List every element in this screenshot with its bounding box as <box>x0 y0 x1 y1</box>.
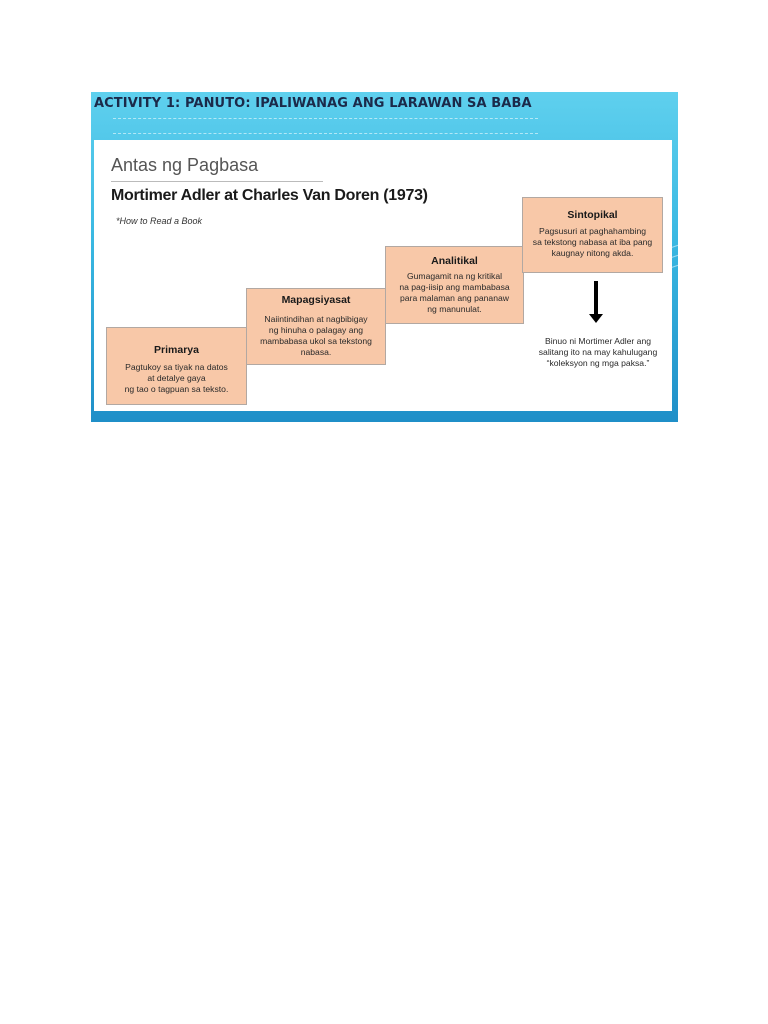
sintopikal-note: Binuo ni Mortimer Adler ang salitang ito na may kahulugang “koleksyon ng mga paksa.” <box>538 336 658 368</box>
step-description: Pagsusuri at paghahambing sa tekstong nabasa at iba pang kaugnay nitong akda. <box>532 226 653 258</box>
title-underline-decoration <box>113 118 538 134</box>
down-arrow-head-icon <box>589 314 603 323</box>
step-mapagsiyasat <box>246 288 386 365</box>
panel-heading: Antas ng Pagbasa <box>111 155 259 175</box>
step-sintopikal <box>522 197 663 273</box>
step-primarya <box>106 327 247 405</box>
step-title: Primarya <box>154 344 199 356</box>
activity-slide <box>91 92 678 422</box>
step-analitikal <box>385 246 524 324</box>
activity-title: ACTIVITY 1: PANUTO: IPALIWANAG ANG LARAWAN SA BABA <box>94 96 532 111</box>
step-description: Gumagamit na ng kritikal na pag-iisip ang mambabasa para malaman ang pananaw ng manunulat. <box>399 271 510 314</box>
panel-subheading: Mortimer Adler at Charles Van Doren (1973) <box>111 187 428 204</box>
step-description: Pagtukoy sa tiyak na datos at detalye gaya ng tao o tagpuan sa teksto. <box>124 362 229 394</box>
step-description: Naiintindihan at nagbibigay ng hinuha o palagay ang mambabasa ukol sa tekstong nabasa. <box>260 314 372 357</box>
heading-divider <box>111 181 323 182</box>
step-title: Mapagsiyasat <box>281 294 351 306</box>
step-title: Sintopikal <box>567 209 618 221</box>
content-panel <box>94 140 672 411</box>
book-note: *How to Read a Book <box>116 216 203 226</box>
step-title: Analitikal <box>431 255 478 267</box>
down-arrow-icon <box>594 281 598 315</box>
